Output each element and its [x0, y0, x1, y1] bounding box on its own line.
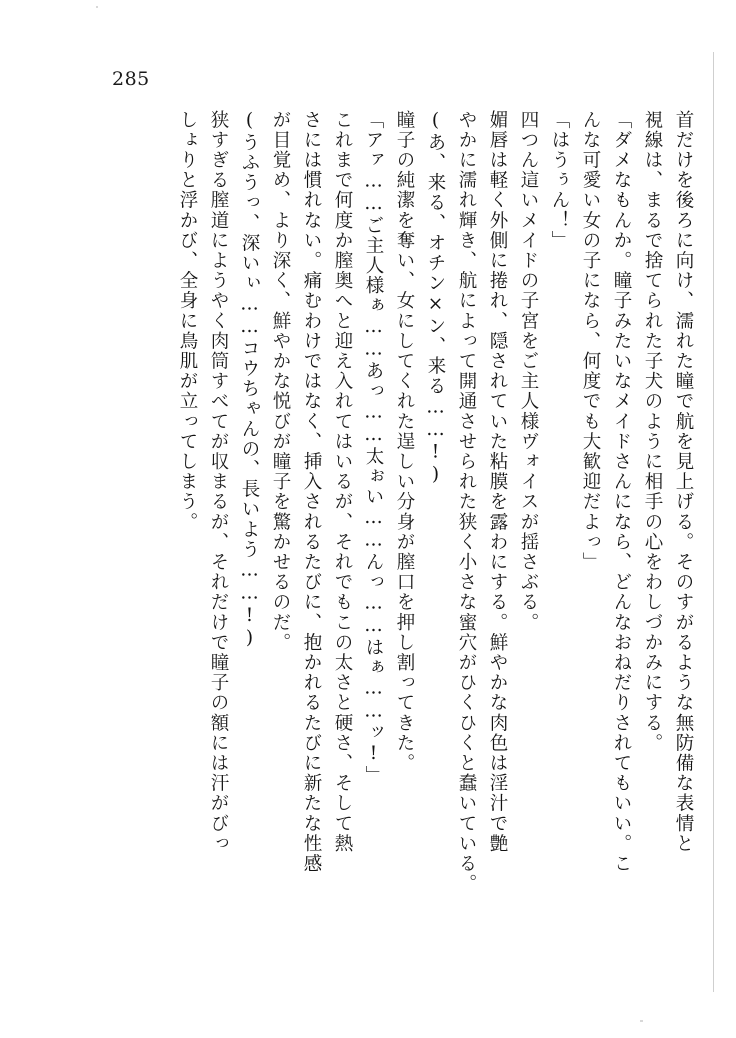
- text-column: 媚唇は軽く外側に捲れ、隠されていた粘膜を露わにする。鮮やかな肉色は淫汁で艶: [487, 110, 508, 854]
- text-column: しょりと浮かび、全身に鳥肌が立ってしまう。: [177, 110, 198, 533]
- text-column: 視線は、まるで捨てられた子犬のように相手の心をわしづかみにする。: [642, 110, 663, 754]
- text-column: 「はうぅん！」: [549, 110, 570, 251]
- scan-speck: [96, 6, 98, 8]
- text-column: (うふうっ、深いぃ……コウちゃんの、長いよう……!): [239, 110, 260, 651]
- text-column: 四つん這いメイドの子宮をご主人様ヴォイスが揺さぶる。: [518, 110, 539, 633]
- text-column: んな可愛い女の子になら、何度でも大歓迎だよっ」: [580, 110, 601, 573]
- vertical-text-block: [86, 110, 692, 968]
- text-column: 首だけを後ろに向け、濡れた瞳で航を見上げる。そのすがるような無防備な表情と: [673, 110, 694, 854]
- scan-speck: [640, 1020, 643, 1022]
- text-column: 瞳子の純潔を奪い、女にしてくれた逞しい分身が膣口を押し割ってきた。: [394, 110, 415, 774]
- text-column: 「アァ……ご主人様ぁ……あっ……太ぉい……んっ……はぁ……ッ!」: [363, 110, 384, 786]
- text-column: が目覚め、より深く、鮮やかな悦びが瞳子を驚かせるのだ。: [270, 110, 291, 653]
- page-number: 285: [112, 68, 150, 90]
- text-column: さには慣れない。痛むわけではなく、挿入されるたびに、抱かれるたびに新たな性感: [301, 110, 322, 874]
- page-edge-rule: [713, 52, 714, 992]
- text-column: 「ダメなもんか。瞳子みたいなメイドさんになら、どんなおねだりされてもいい。こ: [611, 110, 632, 874]
- text-column: 狭すぎる膣道にようやく肉筒すべてが収まるが、それだけで瞳子の額には汗がびっ: [208, 110, 229, 854]
- text-column: これまで何度か膣奥へと迎え入れてはいるが、それでもこの太さと硬さ、そして熱: [332, 110, 353, 854]
- text-column: やかに濡れ輝き、航によって開通させられた狭く小さな蜜穴がひくひくと蠢いている。: [456, 110, 477, 894]
- text-column: (あ、来る、オチン×ン、来る……!): [425, 110, 446, 487]
